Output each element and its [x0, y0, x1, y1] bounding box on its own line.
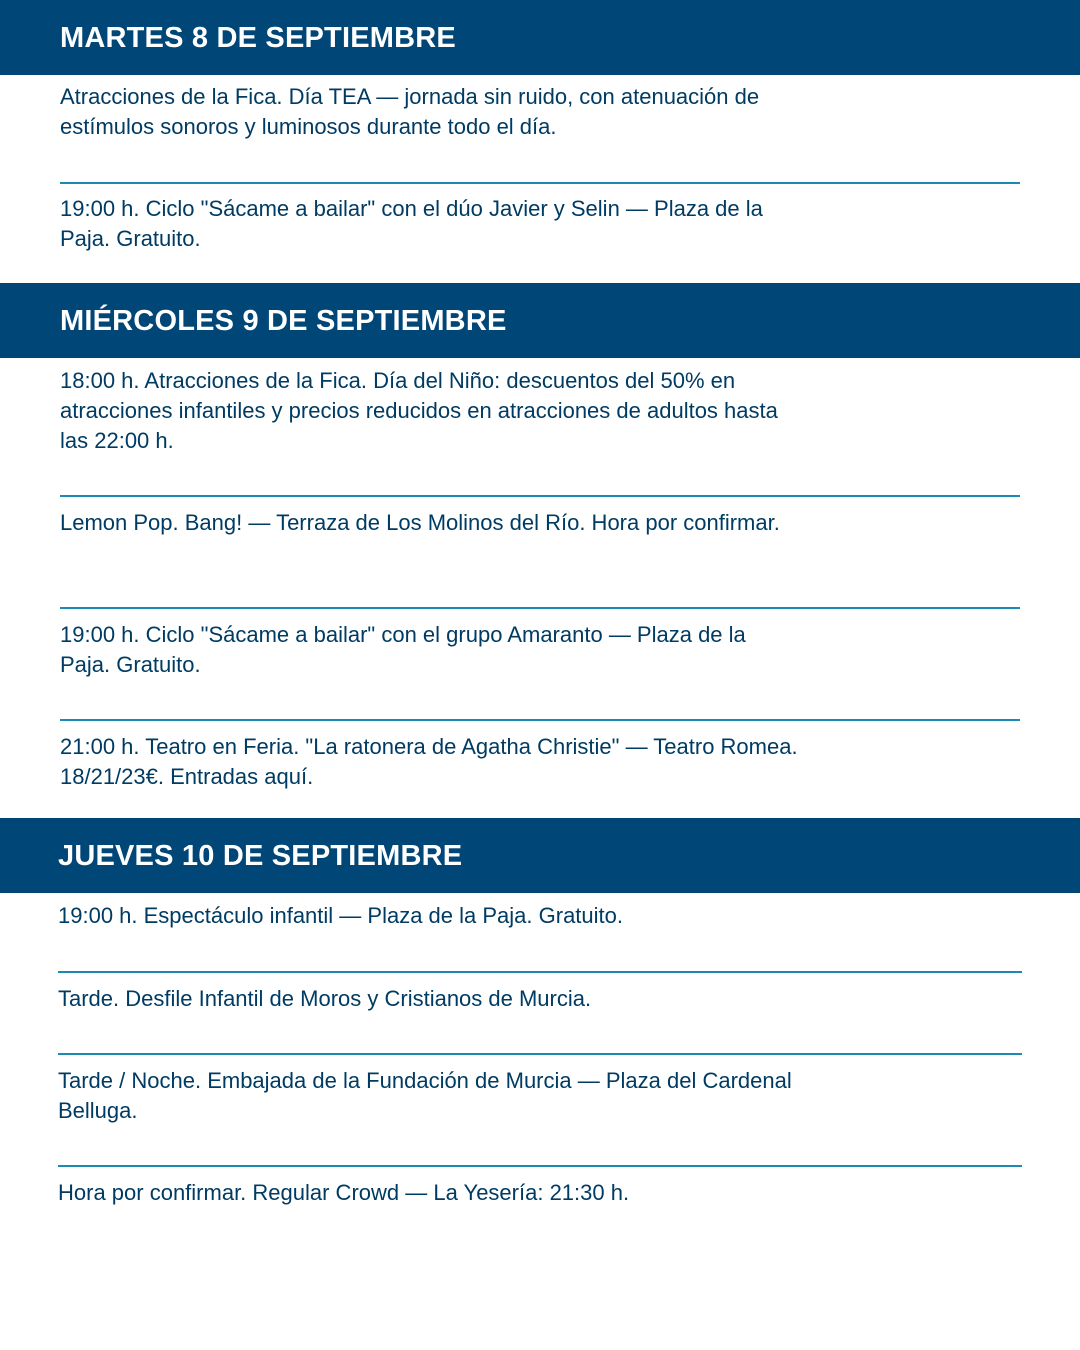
day-title: MARTES 8 DE SEPTIEMBRE: [60, 22, 456, 54]
event-item: 19:00 h. Ciclo "Sácame a bailar" con el dúo Javier y Selin — Plaza de la Paja. Gratuito.: [60, 196, 763, 251]
event-item[interactable]: 21:00 h. Teatro en Feria. "La ratonera de Agatha Christie" — Teatro Romea. 18/21/23€. Entradas aquí.: [60, 734, 798, 789]
day-title: JUEVES 10 DE SEPTIEMBRE: [58, 840, 463, 872]
event-divider: [58, 1165, 1022, 1167]
day-section-martes-8: [0, 0, 1080, 283]
event-divider: [60, 182, 1020, 184]
day-title: MIÉRCOLES 9 DE SEPTIEMBRE: [60, 305, 507, 337]
event-divider: [58, 1053, 1022, 1055]
event-item: Hora por confirmar. Regular Crowd — La Yesería: 21:30 h.: [58, 1180, 630, 1205]
event-item: Atracciones de la Fica. Día TEA — jornada sin ruido, con atenuación de estímulos sonoros y luminosos durante todo el día.: [60, 84, 760, 139]
event-divider: [60, 607, 1020, 609]
day-section-miercoles-9: [0, 283, 1080, 818]
event-divider: [60, 719, 1020, 721]
event-item: Tarde. Desfile Infantil de Moros y Cristianos de Murcia.: [58, 986, 592, 1011]
event-item: Tarde / Noche. Embajada de la Fundación de Murcia — Plaza del Cardenal Belluga.: [58, 1068, 792, 1123]
event-divider: [58, 971, 1022, 973]
day-header: [0, 0, 1080, 75]
event-divider: [60, 495, 1020, 497]
event-item: Lemon Pop. Bang! — Terraza de Los Molinos del Río. Hora por confirmar.: [60, 510, 780, 535]
event-item: 19:00 h. Ciclo "Sácame a bailar" con el grupo Amaranto — Plaza de la Paja. Gratuito.: [60, 622, 746, 677]
event-item: 19:00 h. Espectáculo infantil — Plaza de la Paja. Gratuito.: [58, 903, 623, 928]
day-header: [0, 283, 1080, 358]
day-header: [0, 818, 1080, 893]
event-item: 18:00 h. Atracciones de la Fica. Día del Niño: descuentos del 50% en atracciones infantiles y precios reducidos en atracciones de adultos hasta las 22:00 h.: [60, 368, 778, 453]
day-section-jueves-10: [0, 818, 1080, 1350]
